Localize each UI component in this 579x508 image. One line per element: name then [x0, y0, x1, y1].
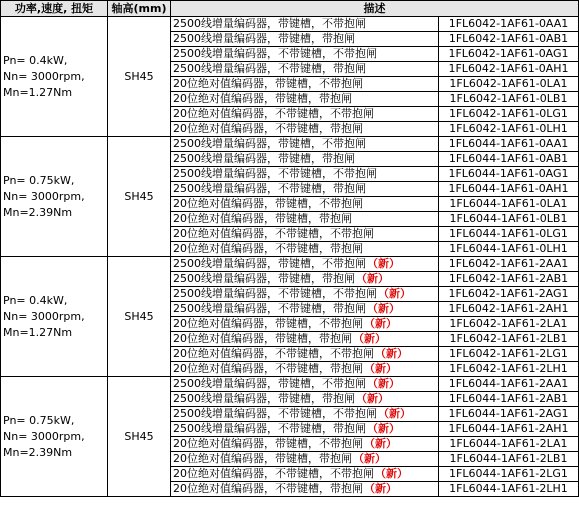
description-text: 2500线增量编码器，不带键槽，带抱闸: [173, 182, 366, 195]
order-number-cell: 1FL6044-1AF61-2AA1: [439, 377, 579, 392]
spec-line: Nn= 3000rpm,: [3, 429, 85, 443]
description-cell: [171, 167, 439, 182]
description-text: 2500线增量编码器，带键槽，不带抱闸: [173, 377, 366, 390]
new-badge: （新）: [367, 377, 400, 390]
spec-line: Pn= 0.75kW,: [3, 173, 75, 187]
table-body: [1, 17, 579, 497]
description-text: 20位绝对值编码器，带键槽，带抱闸: [173, 332, 352, 345]
description-text: 20位绝对值编码器，带键槽，不带抱闸: [173, 437, 363, 450]
description-text: 2500线增量编码器，带键槽，不带抱闸: [173, 257, 366, 270]
description-cell: [171, 17, 439, 32]
new-badge: （新）: [367, 257, 400, 270]
order-number-cell: 1FL6044-1AF61-0AH1: [439, 182, 579, 197]
description-cell: [171, 137, 439, 152]
motor-spec-cell: [1, 257, 108, 377]
new-badge: （新）: [356, 272, 389, 285]
table-row: [1, 377, 579, 392]
new-badge: （新）: [367, 422, 400, 435]
description-cell: [171, 287, 439, 302]
description-text: 20位绝对值编码器，带键槽，不带抱闸: [173, 317, 363, 330]
order-number-cell: 1FL6044-1AF61-0AG1: [439, 167, 579, 182]
description-cell: [171, 377, 439, 392]
description-text: 2500线增量编码器，不带键槽，不带抱闸: [173, 287, 377, 300]
order-number-cell: 1FL6044-1AF61-2LH1: [439, 482, 579, 497]
motor-spec-cell: [1, 137, 108, 257]
new-badge: （新）: [364, 362, 397, 375]
order-number-cell: 1FL6044-1AF61-2AB1: [439, 392, 579, 407]
description-cell: [171, 227, 439, 242]
table-row: [1, 17, 579, 32]
description-text: 2500线增量编码器，带键槽，带抱闸: [173, 272, 355, 285]
shaft-height-cell: SH45: [108, 257, 171, 377]
description-text: 20位绝对值编码器，不带键槽，带抱闸: [173, 122, 363, 135]
spec-line: Pn= 0.4kW,: [3, 53, 68, 67]
description-text: 20位绝对值编码器，不带键槽，带抱闸: [173, 242, 363, 255]
description-cell: [171, 47, 439, 62]
description-cell: [171, 62, 439, 77]
description-text: 2500线增量编码器，不带键槽，带抱闸: [173, 62, 366, 75]
shaft-height-cell: SH45: [108, 17, 171, 137]
new-badge: （新）: [353, 332, 386, 345]
new-badge: （新）: [353, 452, 386, 465]
description-cell: [171, 152, 439, 167]
new-badge: （新）: [375, 467, 408, 480]
order-number-cell: 1FL6044-1AF61-0LA1: [439, 197, 579, 212]
description-text: 2500线增量编码器，不带键槽，带抱闸: [173, 302, 366, 315]
motor-spec-cell: [1, 377, 108, 497]
order-number-cell: 1FL6044-1AF61-2LB1: [439, 452, 579, 467]
order-number-cell: 1FL6044-1AF61-2AH1: [439, 422, 579, 437]
description-cell: [171, 242, 439, 257]
order-number-cell: 1FL6042-1AF61-0AB1: [439, 32, 579, 47]
header-description: 描述: [171, 1, 579, 17]
new-badge: （新）: [364, 482, 397, 495]
new-badge: （新）: [378, 287, 411, 300]
description-cell: [171, 92, 439, 107]
description-text: 20位绝对值编码器，不带键槽，不带抱闸: [173, 467, 374, 480]
motor-spec-cell: [1, 17, 108, 137]
new-badge: （新）: [367, 302, 400, 315]
order-number-cell: 1FL6042-1AF61-0LB1: [439, 92, 579, 107]
order-number-cell: 1FL6042-1AF61-2AA1: [439, 257, 579, 272]
description-text: 20位绝对值编码器，不带键槽，不带抱闸: [173, 227, 374, 240]
order-number-cell: 1FL6042-1AF61-2LA1: [439, 317, 579, 332]
spec-line: Mn=2.39Nm: [3, 205, 73, 219]
description-cell: [171, 332, 439, 347]
shaft-height-cell: SH45: [108, 377, 171, 497]
description-cell: [171, 437, 439, 452]
order-number-cell: 1FL6044-1AF61-0LB1: [439, 212, 579, 227]
new-badge: （新）: [356, 392, 389, 405]
order-number-cell: 1FL6042-1AF61-0LH1: [439, 122, 579, 137]
new-badge: （新）: [364, 437, 397, 450]
header-power-speed-torque: 功率,速度, 扭矩: [1, 1, 108, 17]
description-cell: [171, 212, 439, 227]
description-text: 20位绝对值编码器，带键槽，带抱闸: [173, 212, 352, 225]
order-number-cell: 1FL6044-1AF61-2LG1: [439, 467, 579, 482]
order-number-cell: 1FL6042-1AF61-2AH1: [439, 302, 579, 317]
header-shaft-height: 轴高(mm): [108, 1, 171, 17]
description-text: 2500线增量编码器，不带键槽，不带抱闸: [173, 167, 377, 180]
order-number-cell: 1FL6042-1AF61-0LA1: [439, 77, 579, 92]
order-number-cell: 1FL6042-1AF61-0LG1: [439, 107, 579, 122]
spec-line: Nn= 3000rpm,: [3, 309, 85, 323]
description-cell: [171, 362, 439, 377]
order-number-cell: 1FL6042-1AF61-0AA1: [439, 17, 579, 32]
description-cell: [171, 122, 439, 137]
description-cell: [171, 197, 439, 212]
order-number-cell: 1FL6042-1AF61-2LH1: [439, 362, 579, 377]
table-row: [1, 257, 579, 272]
description-cell: [171, 77, 439, 92]
shaft-height-cell: SH45: [108, 137, 171, 257]
description-cell: [171, 392, 439, 407]
description-cell: [171, 302, 439, 317]
order-number-cell: 1FL6042-1AF61-2AB1: [439, 272, 579, 287]
spec-line: Mn=1.27Nm: [3, 85, 73, 99]
new-badge: （新）: [378, 407, 411, 420]
order-number-cell: 1FL6042-1AF61-2AG1: [439, 287, 579, 302]
description-text: 20位绝对值编码器，不带键槽，带抱闸: [173, 362, 363, 375]
description-cell: [171, 407, 439, 422]
description-text: 20位绝对值编码器，带键槽，带抱闸: [173, 92, 352, 105]
description-text: 20位绝对值编码器，不带键槽，带抱闸: [173, 482, 363, 495]
description-cell: [171, 317, 439, 332]
spec-line: Nn= 3000rpm,: [3, 69, 85, 83]
description-text: 20位绝对值编码器，带键槽，不带抱闸: [173, 77, 363, 90]
new-badge: （新）: [364, 317, 397, 330]
order-number-cell: 1FL6044-1AF61-2LA1: [439, 437, 579, 452]
description-text: 20位绝对值编码器，带键槽，带抱闸: [173, 452, 352, 465]
order-number-cell: 1FL6044-1AF61-0AB1: [439, 152, 579, 167]
new-badge: （新）: [375, 347, 408, 360]
order-number-cell: 1FL6044-1AF61-0LH1: [439, 242, 579, 257]
description-text: 2500线增量编码器，不带键槽，带抱闸: [173, 422, 366, 435]
spec-line: Pn= 0.4kW,: [3, 293, 68, 307]
spec-line: Mn=1.27Nm: [3, 325, 73, 339]
description-text: 20位绝对值编码器，带键槽，不带抱闸: [173, 197, 363, 210]
description-cell: [171, 107, 439, 122]
spec-line: Mn=2.39Nm: [3, 445, 73, 459]
description-text: 2500线增量编码器，带键槽，带抱闸: [173, 152, 355, 165]
description-cell: [171, 182, 439, 197]
description-text: 2500线增量编码器，带键槽，带抱闸: [173, 32, 355, 45]
order-number-cell: 1FL6042-1AF61-2LG1: [439, 347, 579, 362]
description-cell: [171, 467, 439, 482]
order-number-cell: 1FL6044-1AF61-0AA1: [439, 137, 579, 152]
header-row: [1, 1, 579, 17]
description-text: 2500线增量编码器，不带键槽，不带抱闸: [173, 407, 377, 420]
description-cell: [171, 257, 439, 272]
description-cell: [171, 422, 439, 437]
spec-line: Nn= 3000rpm,: [3, 189, 85, 203]
description-text: 2500线增量编码器，带键槽，不带抱闸: [173, 137, 366, 150]
description-text: 20位绝对值编码器，不带键槽，不带抱闸: [173, 347, 374, 360]
order-number-cell: 1FL6042-1AF61-2LB1: [439, 332, 579, 347]
description-text: 20位绝对值编码器，不带键槽，不带抱闸: [173, 107, 374, 120]
description-cell: [171, 452, 439, 467]
order-number-cell: 1FL6042-1AF61-0AG1: [439, 47, 579, 62]
description-text: 2500线增量编码器，不带键槽，不带抱闸: [173, 47, 377, 60]
description-cell: [171, 347, 439, 362]
description-cell: [171, 482, 439, 497]
description-cell: [171, 32, 439, 47]
order-number-cell: 1FL6042-1AF61-0AH1: [439, 62, 579, 77]
spec-line: Pn= 0.75kW,: [3, 413, 75, 427]
description-text: 2500线增量编码器，带键槽，不带抱闸: [173, 17, 366, 30]
table-row: [1, 137, 579, 152]
order-number-cell: 1FL6044-1AF61-2AG1: [439, 407, 579, 422]
order-number-cell: 1FL6044-1AF61-0LG1: [439, 227, 579, 242]
description-text: 2500线增量编码器，带键槽，带抱闸: [173, 392, 355, 405]
description-cell: [171, 272, 439, 287]
